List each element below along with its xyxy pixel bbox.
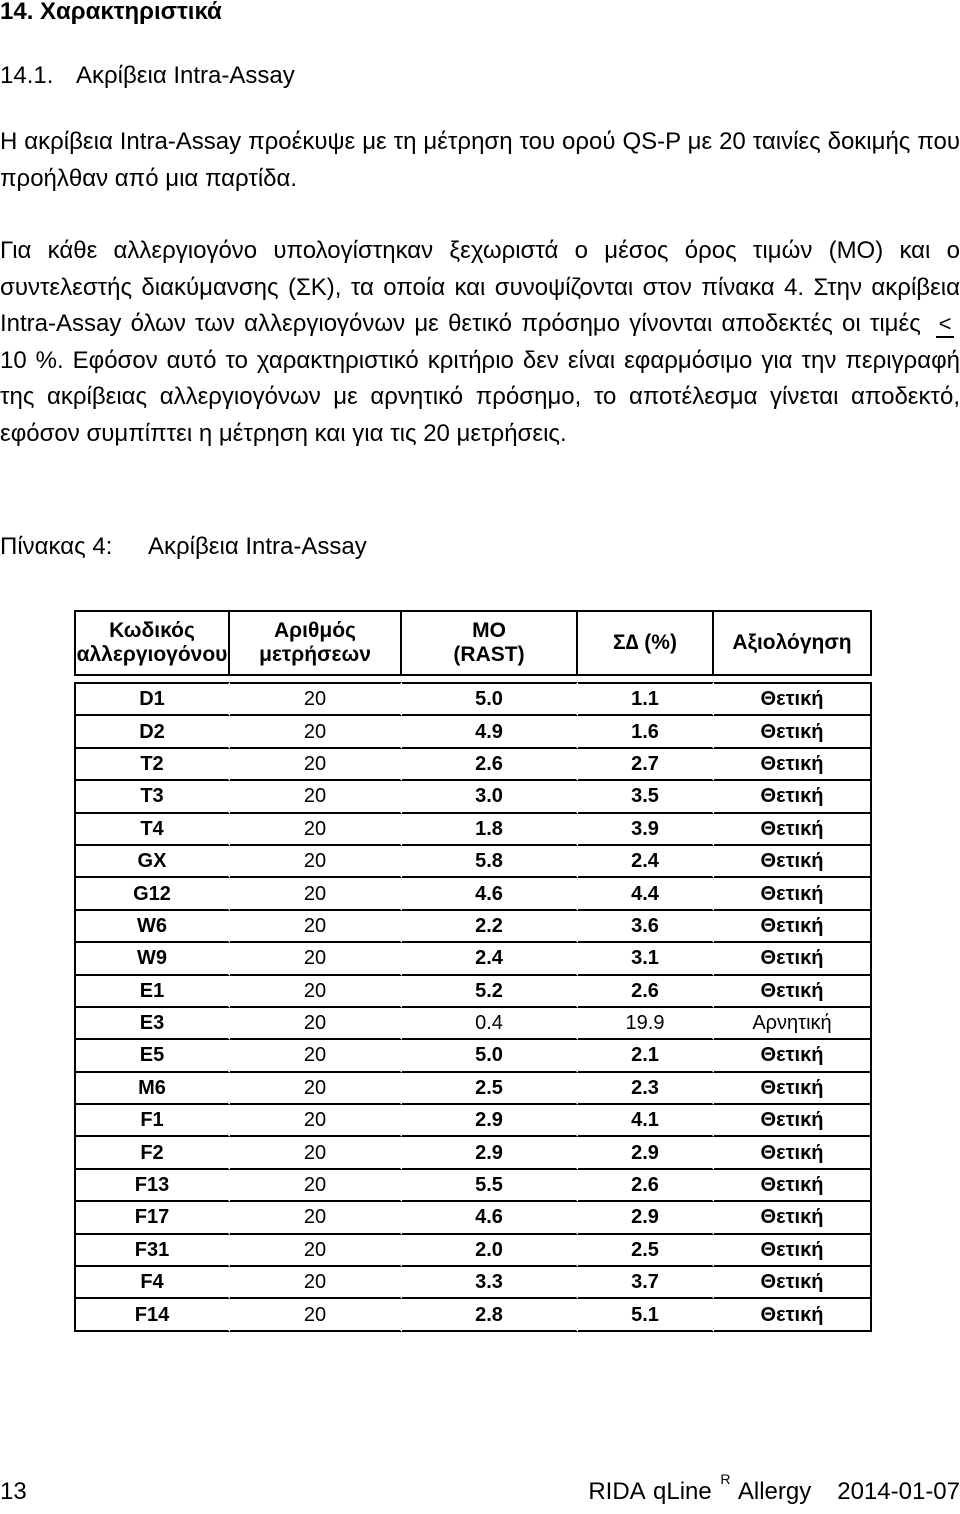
cell-measurement-count: 20 bbox=[230, 1170, 402, 1202]
cell-measurement-count: 20 bbox=[230, 1008, 402, 1040]
cell-rating: Θετική bbox=[714, 682, 872, 716]
cell-sd: 3.5 bbox=[578, 781, 714, 813]
paragraph-method bbox=[0, 233, 960, 452]
cell-sd: 3.9 bbox=[578, 814, 714, 846]
cell-measurement-count: 20 bbox=[230, 1073, 402, 1105]
cell-allergen-code: F17 bbox=[74, 1202, 230, 1234]
cell-mean: 2.9 bbox=[402, 1105, 578, 1137]
cell-measurement-count: 20 bbox=[230, 682, 402, 716]
cell-allergen-code: E1 bbox=[74, 976, 230, 1008]
cell-rating: Θετική bbox=[714, 1137, 872, 1169]
cell-mean: 5.8 bbox=[402, 846, 578, 878]
cell-measurement-count: 20 bbox=[230, 1299, 402, 1331]
cell-mean: 2.0 bbox=[402, 1235, 578, 1267]
cell-sd: 1.6 bbox=[578, 716, 714, 748]
table-row bbox=[74, 749, 872, 781]
cell-allergen-code: W6 bbox=[74, 911, 230, 943]
cell-measurement-count: 20 bbox=[230, 878, 402, 910]
cell-measurement-count: 20 bbox=[230, 749, 402, 781]
cell-mean: 5.0 bbox=[402, 1040, 578, 1072]
cell-sd: 1.1 bbox=[578, 682, 714, 716]
cell-rating: Θετική bbox=[714, 814, 872, 846]
cell-allergen-code: D2 bbox=[74, 716, 230, 748]
cell-sd: 2.6 bbox=[578, 1170, 714, 1202]
precision-table bbox=[74, 610, 872, 1332]
paragraph-method-text-2: 10 %. Εφόσον αυτό το χαρακτηριστικό κριτήριο δεν είναι εφαρμόσιμο για την περιγραφή της ακρίβειας αλλεργιογόνων με αρνητικό πρόσημο, το αποτέλεσμα γίνεται αποδεκτό, εφόσον συμπίπτει η μέτρηση και για τις 20 μετρήσεις. bbox=[0, 346, 960, 447]
cell-measurement-count: 20 bbox=[230, 716, 402, 748]
table-row bbox=[74, 781, 872, 813]
cell-sd: 5.1 bbox=[578, 1299, 714, 1331]
table-row bbox=[74, 846, 872, 878]
cell-rating: Θετική bbox=[714, 1073, 872, 1105]
table-row bbox=[74, 1105, 872, 1137]
cell-measurement-count: 20 bbox=[230, 781, 402, 813]
less-or-equal-symbol: < bbox=[930, 306, 960, 343]
paragraph-method-text-1: Για κάθε αλλεργιογόνο υπολογίστηκαν ξεχωριστά ο μέσος όρος τιμών (ΜΟ) και ο συντελεστής διακύμανσης (ΣΚ), τα οποία και συνοψίζονται στον πίνακα 4. Στην ακρίβεια Intra-Assay όλων των αλλεργιογόνων με θετικό πρόσημο γίνονται αποδεκτές οι τιμές bbox=[0, 237, 960, 337]
table-row bbox=[74, 1299, 872, 1331]
cell-mean: 3.0 bbox=[402, 781, 578, 813]
cell-measurement-count: 20 bbox=[230, 1040, 402, 1072]
cell-allergen-code: E3 bbox=[74, 1008, 230, 1040]
table-row bbox=[74, 716, 872, 748]
cell-allergen-code: W9 bbox=[74, 943, 230, 975]
cell-mean: 5.5 bbox=[402, 1170, 578, 1202]
cell-allergen-code: F2 bbox=[74, 1137, 230, 1169]
cell-rating: Θετική bbox=[714, 976, 872, 1008]
cell-allergen-code: GX bbox=[74, 846, 230, 878]
cell-sd: 2.9 bbox=[578, 1202, 714, 1234]
cell-mean: 2.4 bbox=[402, 943, 578, 975]
cell-measurement-count: 20 bbox=[230, 846, 402, 878]
subsection-heading bbox=[0, 60, 295, 92]
cell-sd: 19.9 bbox=[578, 1008, 714, 1040]
header-rating: Αξιολόγηση bbox=[714, 610, 872, 676]
cell-mean: 4.6 bbox=[402, 878, 578, 910]
table-row bbox=[74, 911, 872, 943]
cell-measurement-count: 20 bbox=[230, 911, 402, 943]
cell-mean: 3.3 bbox=[402, 1267, 578, 1299]
cell-mean: 4.9 bbox=[402, 716, 578, 748]
table-row bbox=[74, 814, 872, 846]
cell-sd: 2.6 bbox=[578, 976, 714, 1008]
cell-sd: 3.7 bbox=[578, 1267, 714, 1299]
cell-rating: Θετική bbox=[714, 1105, 872, 1137]
cell-rating: Θετική bbox=[714, 943, 872, 975]
header-sd: Σ∆ (%) bbox=[578, 610, 714, 676]
cell-mean: 2.6 bbox=[402, 749, 578, 781]
cell-rating: Θετική bbox=[714, 911, 872, 943]
table-row bbox=[74, 1137, 872, 1169]
footer-product bbox=[588, 1471, 960, 1510]
cell-rating: Θετική bbox=[714, 781, 872, 813]
product-suffix: Allergy bbox=[737, 1478, 812, 1505]
cell-measurement-count: 20 bbox=[230, 1235, 402, 1267]
cell-mean: 2.8 bbox=[402, 1299, 578, 1331]
cell-measurement-count: 20 bbox=[230, 1137, 402, 1169]
cell-rating: Θετική bbox=[714, 846, 872, 878]
cell-sd: 2.5 bbox=[578, 1235, 714, 1267]
table-row bbox=[74, 878, 872, 910]
table-row bbox=[74, 1008, 872, 1040]
cell-rating: Θετική bbox=[714, 1235, 872, 1267]
table-row bbox=[74, 1170, 872, 1202]
cell-mean: 0.4 bbox=[402, 1008, 578, 1040]
cell-rating: Θετική bbox=[714, 716, 872, 748]
cell-mean: 5.2 bbox=[402, 976, 578, 1008]
table-row bbox=[74, 682, 872, 716]
cell-allergen-code: F4 bbox=[74, 1267, 230, 1299]
cell-allergen-code: M6 bbox=[74, 1073, 230, 1105]
table-caption bbox=[0, 529, 367, 565]
cell-allergen-code: T4 bbox=[74, 814, 230, 846]
cell-sd: 2.9 bbox=[578, 1137, 714, 1169]
cell-measurement-count: 20 bbox=[230, 814, 402, 846]
cell-measurement-count: 20 bbox=[230, 1202, 402, 1234]
cell-allergen-code: F31 bbox=[74, 1235, 230, 1267]
cell-rating: Θετική bbox=[714, 749, 872, 781]
cell-sd: 4.4 bbox=[578, 878, 714, 910]
cell-allergen-code: F13 bbox=[74, 1170, 230, 1202]
table-row bbox=[74, 1267, 872, 1299]
cell-mean: 2.9 bbox=[402, 1137, 578, 1169]
paragraph-intro: Η ακρίβεια Intra-Assay προέκυψε με τη μέτρηση του ορού QS-P με 20 ταινίες δοκιμής που προήλθαν από μια παρτίδα. bbox=[0, 128, 960, 192]
table-row bbox=[74, 1040, 872, 1072]
cell-mean: 2.5 bbox=[402, 1073, 578, 1105]
table-row bbox=[74, 1235, 872, 1267]
table-row bbox=[74, 1202, 872, 1234]
cell-rating: Θετική bbox=[714, 1202, 872, 1234]
cell-sd: 3.6 bbox=[578, 911, 714, 943]
cell-measurement-count: 20 bbox=[230, 976, 402, 1008]
table-body bbox=[74, 682, 872, 1332]
cell-mean: 4.6 bbox=[402, 1202, 578, 1234]
table-caption-title: Ακρίβεια Intra-Assay bbox=[148, 533, 367, 560]
subsection-number: 14.1. bbox=[0, 62, 54, 89]
registered-mark: R bbox=[720, 1471, 731, 1487]
footer-date: 2014-01-07 bbox=[837, 1478, 960, 1505]
cell-allergen-code: T3 bbox=[74, 781, 230, 813]
table-row bbox=[74, 1073, 872, 1105]
table-row bbox=[74, 976, 872, 1008]
cell-measurement-count: 20 bbox=[230, 1267, 402, 1299]
cell-allergen-code: E5 bbox=[74, 1040, 230, 1072]
cell-measurement-count: 20 bbox=[230, 1105, 402, 1137]
cell-rating: Θετική bbox=[714, 878, 872, 910]
table-caption-label: Πίνακας 4: bbox=[0, 533, 113, 560]
cell-sd: 4.1 bbox=[578, 1105, 714, 1137]
cell-sd: 3.1 bbox=[578, 943, 714, 975]
cell-rating: Θετική bbox=[714, 1040, 872, 1072]
cell-measurement-count: 20 bbox=[230, 943, 402, 975]
cell-rating: Θετική bbox=[714, 1299, 872, 1331]
cell-mean: 1.8 bbox=[402, 814, 578, 846]
cell-allergen-code: F1 bbox=[74, 1105, 230, 1137]
cell-allergen-code: G12 bbox=[74, 878, 230, 910]
cell-rating: Αρνητική bbox=[714, 1008, 872, 1040]
cell-mean: 2.2 bbox=[402, 911, 578, 943]
cell-mean: 5.0 bbox=[402, 682, 578, 716]
section-heading: 14. Χαρακτηριστικά bbox=[0, 0, 222, 25]
table-row bbox=[74, 943, 872, 975]
cell-allergen-code: T2 bbox=[74, 749, 230, 781]
page-number: 13 bbox=[0, 1478, 27, 1505]
cell-sd: 2.3 bbox=[578, 1073, 714, 1105]
cell-rating: Θετική bbox=[714, 1170, 872, 1202]
page-footer bbox=[0, 1471, 960, 1514]
product-name: RIDA qLine bbox=[588, 1478, 712, 1505]
cell-sd: 2.7 bbox=[578, 749, 714, 781]
table-header-row bbox=[74, 610, 872, 676]
cell-allergen-code: D1 bbox=[74, 682, 230, 716]
cell-rating: Θετική bbox=[714, 1267, 872, 1299]
header-allergen-code: Κωδικός αλλεργιογόνου bbox=[74, 610, 230, 676]
header-measurement-count: Αριθμός μετρήσεων bbox=[230, 610, 402, 676]
cell-allergen-code: F14 bbox=[74, 1299, 230, 1331]
subsection-title: Ακρίβεια Intra-Assay bbox=[76, 62, 295, 89]
cell-sd: 2.4 bbox=[578, 846, 714, 878]
header-mean: MO (RAST) bbox=[402, 610, 578, 676]
cell-sd: 2.1 bbox=[578, 1040, 714, 1072]
